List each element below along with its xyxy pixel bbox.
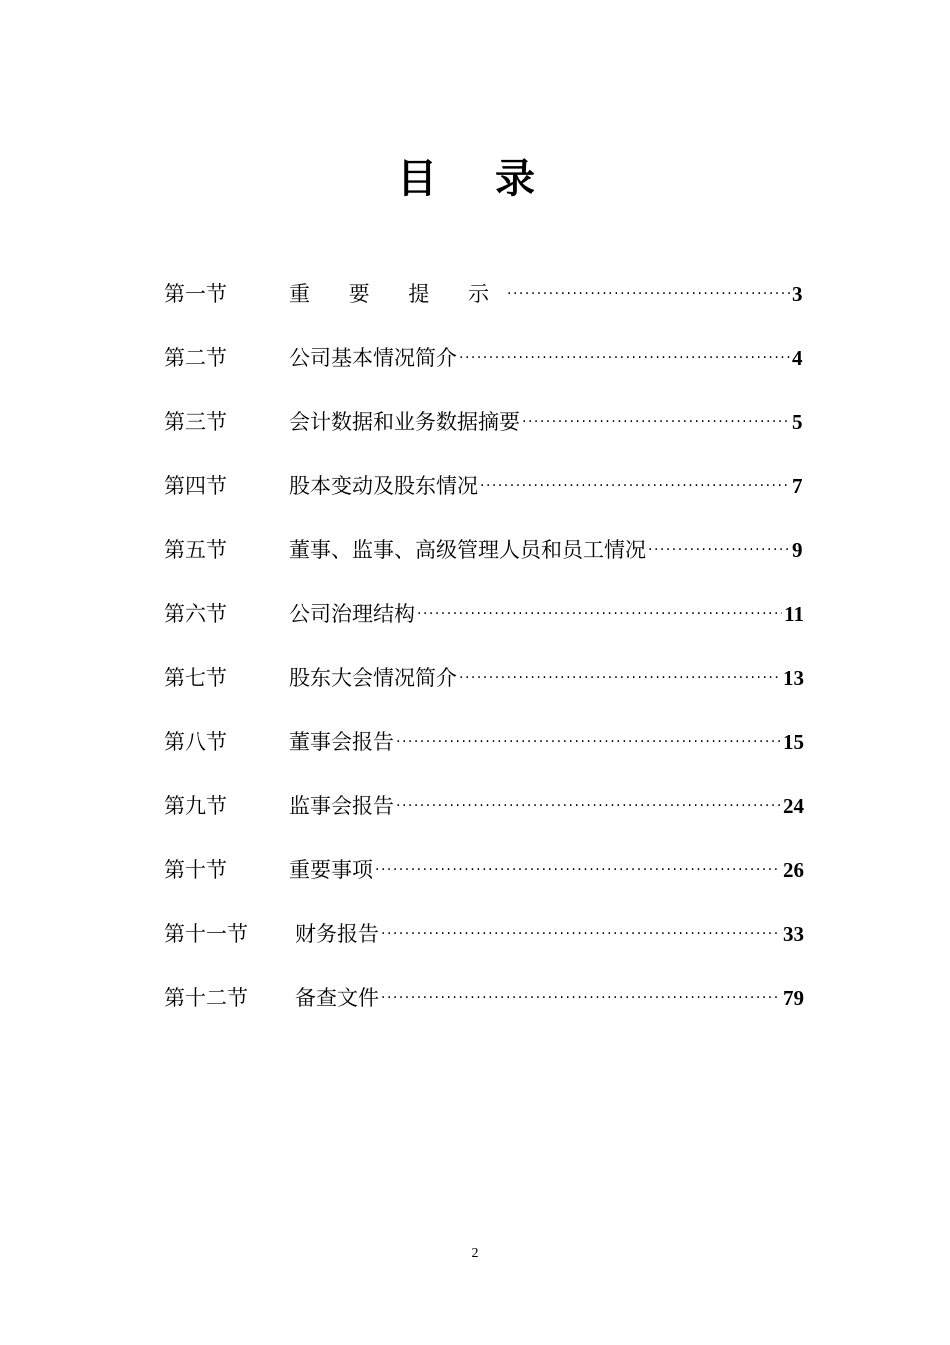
- section-number: 第十一节: [164, 922, 248, 946]
- section-title: 公司治理结构: [289, 602, 415, 626]
- section-number: 第五节: [164, 538, 227, 562]
- page-reference: 26: [783, 858, 804, 882]
- page-reference: 9: [792, 538, 803, 562]
- toc-entry[interactable]: [164, 838, 804, 902]
- section-number: 第六节: [164, 602, 227, 626]
- section-number: 第十节: [164, 858, 227, 882]
- toc-entry[interactable]: [164, 326, 804, 390]
- section-number: 第一节: [164, 282, 227, 306]
- section-title: 股本变动及股东情况: [289, 474, 478, 498]
- dot-leader: [648, 530, 790, 570]
- section-title: 备查文件: [295, 986, 379, 1010]
- section-number: 第九节: [164, 794, 227, 818]
- page-reference: 11: [784, 602, 804, 626]
- section-title: 财务报告: [295, 922, 379, 946]
- section-title: 董事、监事、高级管理人员和员工情况: [289, 538, 646, 562]
- dot-leader: [396, 786, 781, 826]
- dot-leader: [381, 978, 781, 1018]
- toc-entry[interactable]: [164, 390, 804, 454]
- dot-leader: [396, 722, 781, 762]
- page-reference: 13: [783, 666, 804, 690]
- section-number: 第十二节: [164, 986, 248, 1010]
- section-title: 董事会报告: [289, 730, 394, 754]
- dot-leader: [459, 658, 781, 698]
- toc-list: [164, 262, 804, 1030]
- toc-entry[interactable]: [164, 902, 804, 966]
- toc-entry[interactable]: [164, 774, 804, 838]
- toc-entry[interactable]: [164, 710, 804, 774]
- page-reference: 3: [792, 282, 803, 306]
- dot-leader: [381, 914, 781, 954]
- section-title: 重要事项: [289, 858, 373, 882]
- toc-entry[interactable]: [164, 518, 804, 582]
- toc-entry[interactable]: [164, 262, 804, 326]
- page-reference: 5: [792, 410, 803, 434]
- toc-title: 目 录: [397, 155, 557, 202]
- section-title: 股东大会情况简介: [289, 666, 457, 690]
- page-number: 2: [471, 1246, 479, 1261]
- section-title: 会计数据和业务数据摘要: [289, 410, 520, 434]
- dot-leader: [507, 274, 790, 314]
- page-reference: 4: [792, 346, 803, 370]
- section-number: 第二节: [164, 346, 227, 370]
- page-reference: 7: [792, 474, 803, 498]
- page-reference: 33: [783, 922, 804, 946]
- section-number: 第八节: [164, 730, 227, 754]
- dot-leader: [417, 594, 782, 634]
- page-reference: 15: [783, 730, 804, 754]
- toc-entry[interactable]: [164, 646, 804, 710]
- toc-entry[interactable]: [164, 966, 804, 1030]
- section-number: 第四节: [164, 474, 227, 498]
- toc-entry[interactable]: [164, 582, 804, 646]
- section-title: 公司基本情况简介: [289, 346, 457, 370]
- dot-leader: [480, 466, 790, 506]
- dot-leader: [375, 850, 781, 890]
- section-title: 重 要 提 示: [289, 282, 506, 306]
- toc-entry[interactable]: [164, 454, 804, 518]
- dot-leader: [522, 402, 790, 442]
- dot-leader: [459, 338, 790, 378]
- page-reference: 79: [783, 986, 804, 1010]
- page-reference: 24: [783, 794, 804, 818]
- section-number: 第三节: [164, 410, 227, 434]
- section-number: 第七节: [164, 666, 227, 690]
- section-title: 监事会报告: [289, 794, 394, 818]
